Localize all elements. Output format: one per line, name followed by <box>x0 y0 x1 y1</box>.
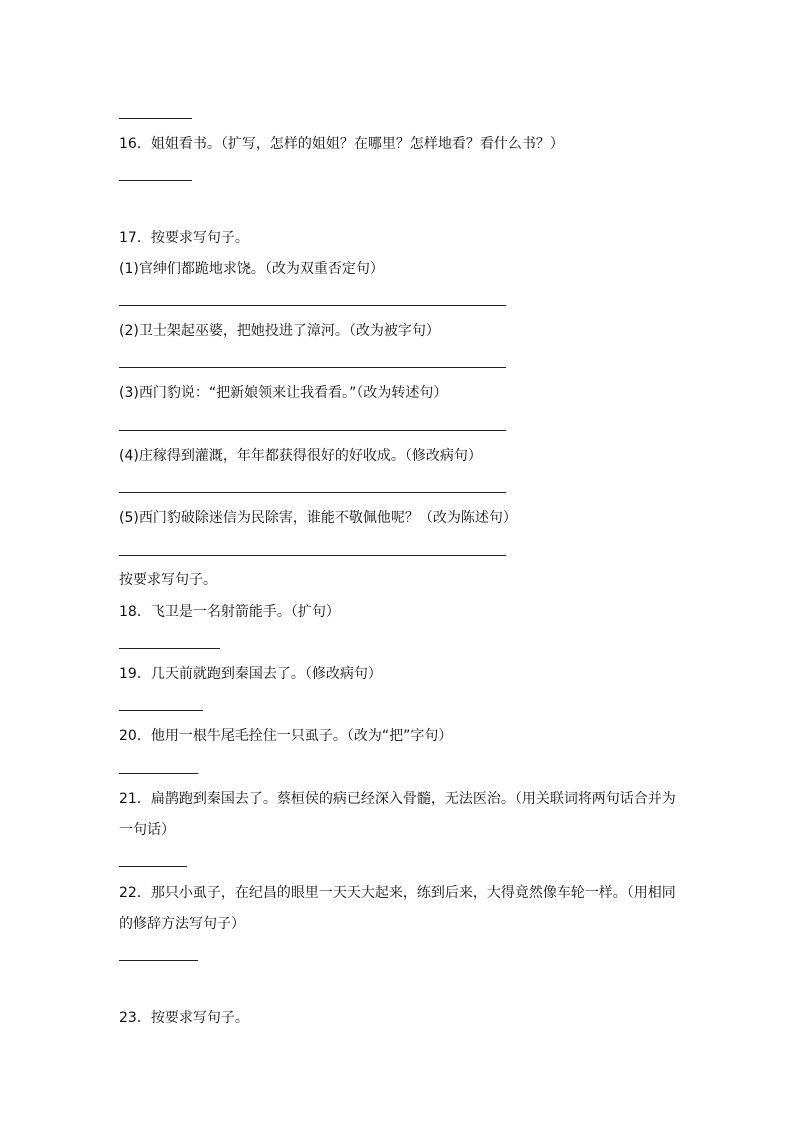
question-17-item-2: (2)卫士架起巫婆，把她投进了漳河。（改为被字句） <box>119 323 440 339</box>
answer-line <box>119 773 198 774</box>
answer-line <box>119 555 506 556</box>
question-23-title: 23．按要求写句子。 <box>119 1010 249 1026</box>
answer-line <box>119 430 506 431</box>
answer-line <box>119 710 203 711</box>
question-17-item-5: (5)西门豹破除迷信为民除害，谁能不敬佩他呢？（改为陈述句） <box>119 510 517 526</box>
section-heading: 按要求写句子。 <box>119 572 217 588</box>
question-22-line-1: 22．那只小虱子，在纪昌的眼里一天天大起来，练到后来，大得竟然像车轮一样。（用相同 <box>119 885 676 901</box>
question-16: 16．姐姐看书。（扩写，怎样的姐姐？在哪里？怎样地看？看什么书？） <box>119 136 564 152</box>
question-21-line-1: 21．扁鹊跑到秦国去了。蔡桓侯的病已经深入骨髓，无法医治。（用关联词将两句话合并为 <box>119 791 676 807</box>
question-17-item-3: (3)西门豹说：“把新娘领来让我看看。”（改为转述句） <box>119 385 448 401</box>
question-17-title: 17．按要求写句子。 <box>119 230 249 246</box>
question-18: 18．飞卫是一名射箭能手。（扩句） <box>119 604 340 620</box>
question-17-item-1: (1)官绅们都跪地求饶。（改为双重否定句） <box>119 261 384 277</box>
question-22-line-2: 的修辞方法写句子） <box>119 916 245 932</box>
answer-line <box>119 118 192 119</box>
question-21-line-2: 一句话） <box>119 822 175 838</box>
answer-line <box>119 866 187 867</box>
answer-line <box>119 960 198 961</box>
answer-line <box>119 180 192 181</box>
question-17-item-4: (4)庄稼得到灌溉，年年都获得很好的好收成。（修改病句） <box>119 448 482 464</box>
answer-line <box>119 492 506 493</box>
answer-line <box>119 305 506 306</box>
answer-line <box>119 367 506 368</box>
question-20: 20．他用一根牛尾毛拴住一只虱子。（改为“把”字句） <box>119 728 453 744</box>
question-19: 19．几天前就跑到秦国去了。（修改病句） <box>119 666 382 682</box>
answer-line <box>119 648 220 649</box>
